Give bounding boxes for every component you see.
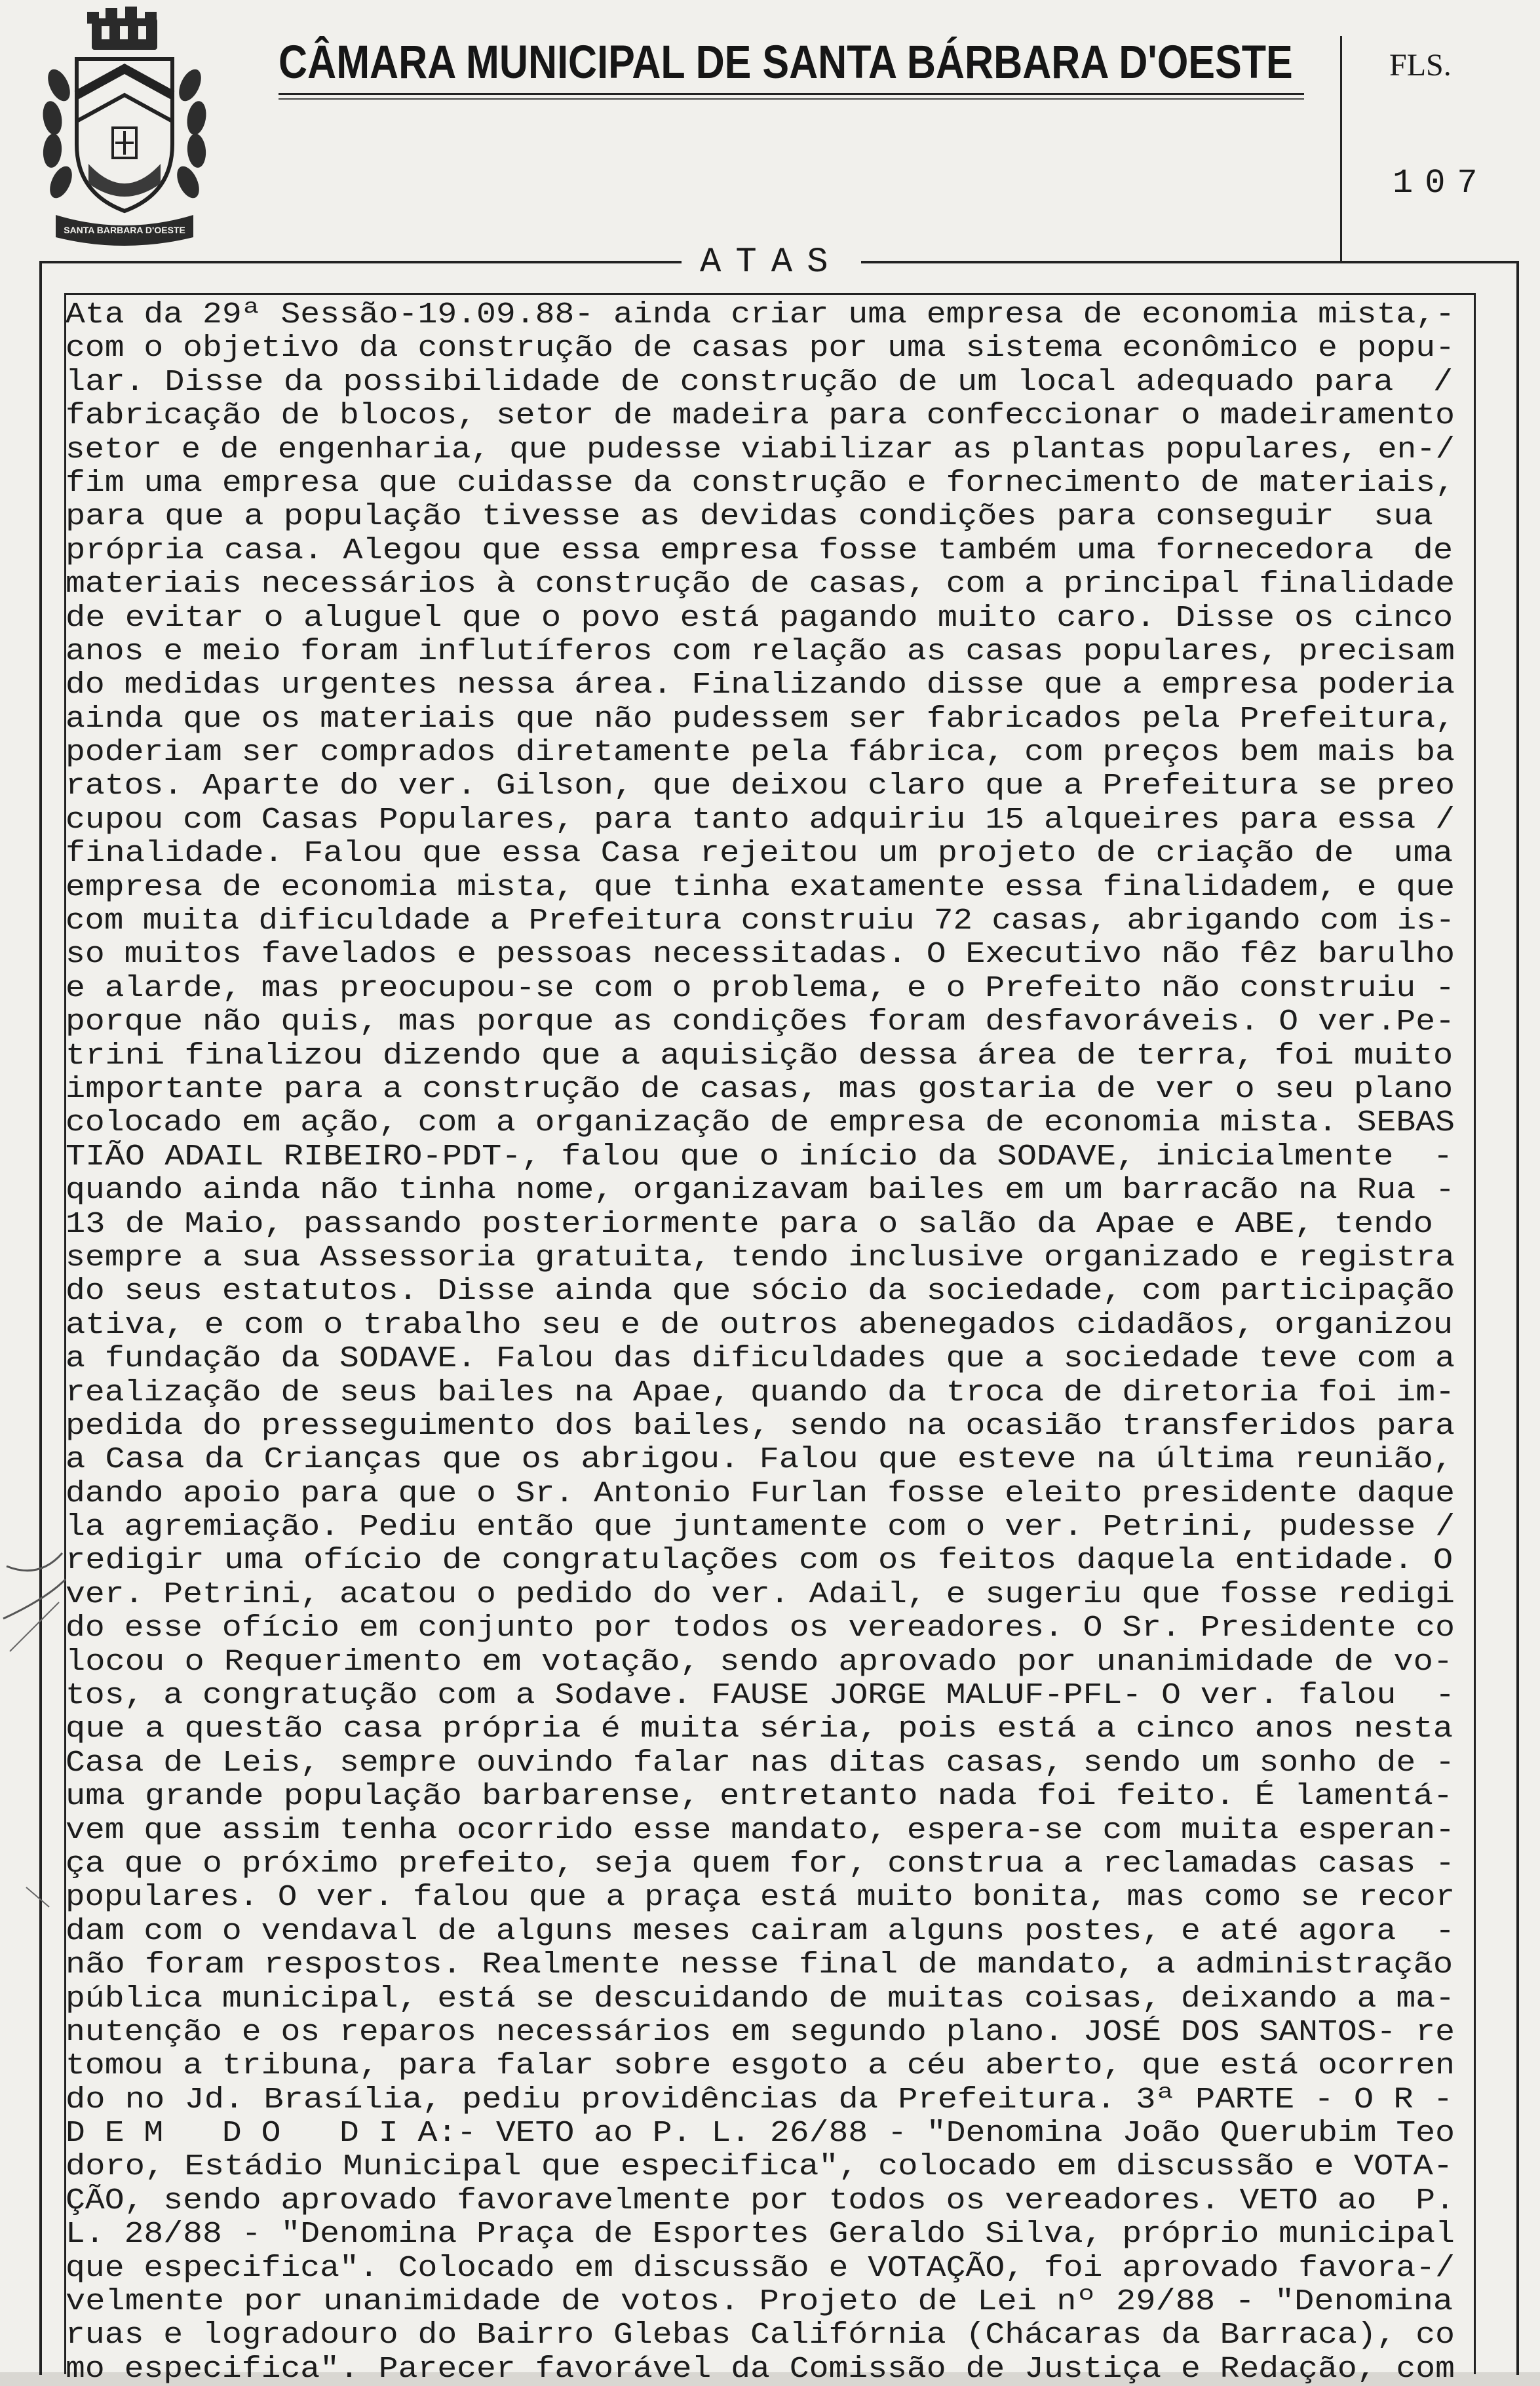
text-line — [66, 904, 1472, 938]
text-line-content: a Casa da Crianças que os abrigou. Falou que esteve na última reunião, — [66, 1443, 1453, 1477]
text-line-content: la agremiação. Pediu então que juntamente com o ver. Petrini, pudesse / — [66, 1510, 1455, 1545]
text-line — [66, 1510, 1472, 1544]
text-line-content: do seus estatutos. Disse ainda que sócio da sociedade, com participação — [66, 1275, 1455, 1309]
text-line — [66, 433, 1472, 467]
text-line-content: velmente por unanimidade de votos. Projeto de Lei nº 29/88 - "Denomina — [66, 2285, 1453, 2319]
coat-of-arms-icon — [36, 7, 213, 249]
text-line — [66, 298, 1472, 332]
text-line — [66, 702, 1472, 736]
text-line — [66, 1342, 1472, 1376]
title-underline — [279, 93, 1304, 95]
text-line — [66, 736, 1472, 769]
text-line — [66, 2319, 1472, 2352]
text-line — [66, 1039, 1472, 1073]
text-line-content: Casa de Leis, sempre ouvindo falar nas ditas casas, sendo um sonho de - — [66, 1746, 1455, 1780]
text-line — [66, 769, 1472, 803]
text-line — [66, 635, 1472, 668]
text-line-content: colocado em ação, com a organização de empresa de economia mista. SEBAS — [66, 1106, 1455, 1140]
title-underline-secondary — [279, 98, 1304, 100]
sheet-label: FLS. — [1389, 48, 1452, 83]
text-line-content: e alarde, mas preocupou-se com o problema, e o Prefeito não construiu - — [66, 971, 1455, 1005]
text-line — [66, 1645, 1472, 1679]
text-line-content: Ata da 29ª Sessão-19.09.88- ainda criar uma empresa de economia mista,- — [66, 298, 1455, 332]
text-line — [66, 467, 1472, 500]
text-line-content: nutenção e os reparos necessários em segundo plano. JOSÉ DOS SANTOS- re — [66, 2015, 1455, 2049]
text-line — [66, 2218, 1472, 2251]
council-name: CÂMARA MUNICIPAL DE SANTA BÁRBARA D'OESTE — [279, 37, 1293, 88]
text-line-content: ver. Petrini, acatou o pedido do ver. Adail, e sugeriu que fosse redigi — [66, 1577, 1455, 1611]
text-line-content: de evitar o aluguel que o povo está pagando muito caro. Disse os cinco — [66, 601, 1453, 635]
text-line — [66, 803, 1472, 837]
text-line — [66, 399, 1472, 433]
text-line — [66, 972, 1472, 1005]
text-line — [66, 332, 1472, 365]
text-line-content: dam com o vendaval de alguns meses cairam alguns postes, e até agora - — [66, 1914, 1455, 1948]
text-line — [66, 1309, 1472, 1342]
text-line — [66, 1443, 1472, 1476]
text-line-content: TIÃO ADAIL RIBEIRO-PDT-, falou que o início da SODAVE, inicialmente - — [66, 1140, 1453, 1174]
text-line-content: que a questão casa própria é muita séria, pois está a cinco anos nesta — [66, 1712, 1453, 1746]
text-line — [66, 1847, 1472, 1881]
text-line-content: finalidade. Falou que essa Casa rejeitou um projeto de criação de uma — [66, 837, 1453, 871]
text-line — [66, 2049, 1472, 2083]
text-line — [66, 837, 1472, 870]
text-line-content: porque não quis, mas porque as condições foram desfavoráveis. O ver.Pe- — [66, 1005, 1455, 1039]
text-line-content: com muita dificuldade a Prefeitura construiu 72 casas, abrigando com is- — [66, 904, 1455, 938]
text-line-content: do no Jd. Brasília, pediu providências da Prefeitura. 3ª PARTE - O R - — [66, 2083, 1453, 2117]
text-line — [66, 2184, 1472, 2218]
text-line-content: trini finalizou dizendo que a aquisição dessa área de terra, foi muito — [66, 1039, 1453, 1073]
text-line-content: locou o Requerimento em votação, sendo aprovado por unanimidade de vo- — [66, 1645, 1453, 1679]
text-line — [66, 1578, 1472, 1611]
text-line-content: ruas e logradouro do Bairro Glebas Califórnia (Chácaras da Barraca), co — [66, 2319, 1455, 2353]
text-line — [66, 938, 1472, 971]
text-line-content: pública municipal, está se descuidando de muitas coisas, deixando a ma- — [66, 1982, 1455, 2016]
text-line-content: a fundação da SODAVE. Falou das dificuldades que a sociedade teve com a — [66, 1342, 1455, 1376]
text-line — [66, 2285, 1472, 2319]
text-line — [66, 2353, 1472, 2386]
text-line — [66, 1611, 1472, 1645]
text-line-content: redigir uma ofício de congratulações com os feitos daquela entidade. O — [66, 1544, 1453, 1578]
text-line — [66, 2252, 1472, 2285]
margin-annotation-mark — [0, 1540, 72, 1933]
text-line — [66, 1241, 1472, 1275]
crest-ribbon-text: SANTA BARBARA D'OESTE — [64, 225, 185, 235]
text-line-content: ÇÃO, sendo aprovado favoravelmente por todos os vereadores. VETO ao P. — [66, 2184, 1455, 2218]
text-line-content: tos, a congratução com a Sodave. FAUSE JORGE MALUF-PFL- O ver. falou - — [66, 1679, 1455, 1713]
text-line — [66, 2016, 1472, 2049]
text-line — [66, 568, 1472, 601]
text-line-content: quando ainda não tinha nome, organizavam bailes em um barracão na Rua - — [66, 1174, 1455, 1208]
text-line-content: do esse ofício em conjunto por todos os vereadores. O Sr. Presidente co — [66, 1611, 1455, 1645]
text-line — [66, 1712, 1472, 1746]
text-line-content: ativa, e com o trabalho seu e de outros abenegados cidadãos, organizou — [66, 1308, 1453, 1342]
text-line-content: 13 de Maio, passando posteriormente para o salão da Apae e ABE, tendo — [66, 1207, 1433, 1241]
text-line-content: que especifica". Colocado em discussão e VOTAÇÃO, foi aprovado favora-/ — [66, 2251, 1455, 2285]
text-line — [66, 1746, 1472, 1780]
text-line — [66, 1410, 1472, 1443]
text-line-content: vem que assim tenha ocorrido esse mandato, espera-se com muita esperan- — [66, 1813, 1455, 1847]
text-line-content: mo especifica". Parecer favorável da Comissão de Justiça e Redação, com — [66, 2352, 1455, 2386]
text-line-content: ainda que os materiais que não pudessem ser fabricados pela Prefeitura, — [66, 702, 1455, 736]
section-title: ATAS — [682, 242, 861, 282]
text-line-content: D E M D O D I A:- VETO ao P. L. 26/88 - "Denomina João Querubim Teo — [66, 2117, 1455, 2151]
text-line-content: lar. Disse da possibilidade de construção de um local adequado para / — [66, 365, 1453, 399]
text-line — [66, 500, 1472, 533]
text-line — [66, 1208, 1472, 1241]
text-line — [66, 1106, 1472, 1140]
sheet-divider — [1340, 36, 1342, 262]
text-line-content: própria casa. Alegou que essa empresa fosse também uma fornecedora de — [66, 533, 1453, 568]
text-line-content: doro, Estádio Municipal que especifica", colocado em discussão e VOTA- — [66, 2150, 1453, 2184]
text-line — [66, 1275, 1472, 1308]
text-line-content: populares. O ver. falou que a praça está muito bonita, mas como se recor — [66, 1881, 1455, 1915]
text-line-content: empresa de economia mista, que tinha exatamente essa finalidadem, e que — [66, 870, 1455, 904]
text-line-content: importante para a construção de casas, mas gostaria de ver o seu plano — [66, 1072, 1453, 1106]
text-line — [66, 534, 1472, 568]
text-line-content: setor e de engenharia, que pudesse viabilizar as plantas populares, en-/ — [66, 433, 1455, 467]
text-line — [66, 1140, 1472, 1174]
text-line — [66, 2117, 1472, 2150]
text-line-content: sempre a sua Assessoria gratuita, tendo inclusive organizado e registra — [66, 1241, 1455, 1275]
text-line-content: com o objetivo da construção de casas por uma sistema econômico e popu- — [66, 332, 1455, 366]
text-line-content: uma grande população barbarense, entretanto nada foi feito. É lamentá- — [66, 1780, 1453, 1814]
text-line — [66, 2150, 1472, 2184]
text-line — [66, 1679, 1472, 1712]
text-line-content: materiais necessários à construção de casas, com a principal finalidade — [66, 568, 1455, 602]
text-line-content: cupou com Casas Populares, para tanto adquiriu 15 alqueires para essa / — [66, 803, 1455, 837]
text-line — [66, 668, 1472, 702]
text-line-content: so muitos favelados e pessoas necessitadas. O Executivo não fêz barulho — [66, 938, 1455, 972]
text-line-content: tomou a tribuna, para falar sobre esgoto a céu aberto, que está ocorren — [66, 2049, 1455, 2083]
text-line — [66, 1915, 1472, 1948]
sheet-number: 107 — [1393, 164, 1490, 202]
text-line — [66, 602, 1472, 635]
text-line — [66, 1982, 1472, 2016]
text-line — [66, 1073, 1472, 1106]
text-line — [66, 2083, 1472, 2117]
text-line — [66, 1544, 1472, 1577]
text-line-content: poderiam ser comprados diretamente pela fábrica, com preços bem mais ba — [66, 736, 1455, 770]
text-line — [66, 871, 1472, 904]
text-line-content: dando apoio para que o Sr. Antonio Furlan fosse eleito presidente daque — [66, 1476, 1455, 1510]
text-line-content: realização de seus bailes na Apae, quando da troca de diretoria foi im- — [66, 1376, 1455, 1410]
text-line — [66, 1780, 1472, 1813]
text-line — [66, 1174, 1472, 1207]
text-line — [66, 1005, 1472, 1039]
text-line — [66, 1814, 1472, 1847]
text-line — [66, 1477, 1472, 1510]
text-line-content: para que a população tivesse as devidas condições para conseguir sua — [66, 500, 1433, 534]
text-line-content: ratos. Aparte do ver. Gilson, que deixou claro que a Prefeitura se preo — [66, 769, 1455, 803]
text-line — [66, 1948, 1472, 1982]
text-line-content: ça que o próximo prefeito, seja quem for, construa a reclamadas casas - — [66, 1847, 1455, 1881]
minutes-body — [66, 298, 1472, 2386]
text-line-content: fabricação de blocos, setor de madeira para confeccionar o madeiramento — [66, 399, 1455, 433]
text-line-content: anos e meio foram influtíferos com relação as casas populares, precisam — [66, 634, 1455, 668]
text-line — [66, 1376, 1472, 1410]
text-line-content: fim uma empresa que cuidasse da construção e fornecimento de materiais, — [66, 466, 1455, 500]
text-line — [66, 1881, 1472, 1914]
text-line-content: L. 28/88 - "Denomina Praça de Esportes Geraldo Silva, próprio municipal — [66, 2218, 1455, 2252]
text-line-content: do medidas urgentes nessa área. Finalizando disse que a empresa poderia — [66, 668, 1455, 702]
text-line-content: pedida do presseguimento dos bailes, sendo na ocasião transferidos para — [66, 1409, 1455, 1443]
text-line-content: não foram respostos. Realmente nesse final de mandato, a administração — [66, 1948, 1453, 1982]
text-line — [66, 366, 1472, 399]
